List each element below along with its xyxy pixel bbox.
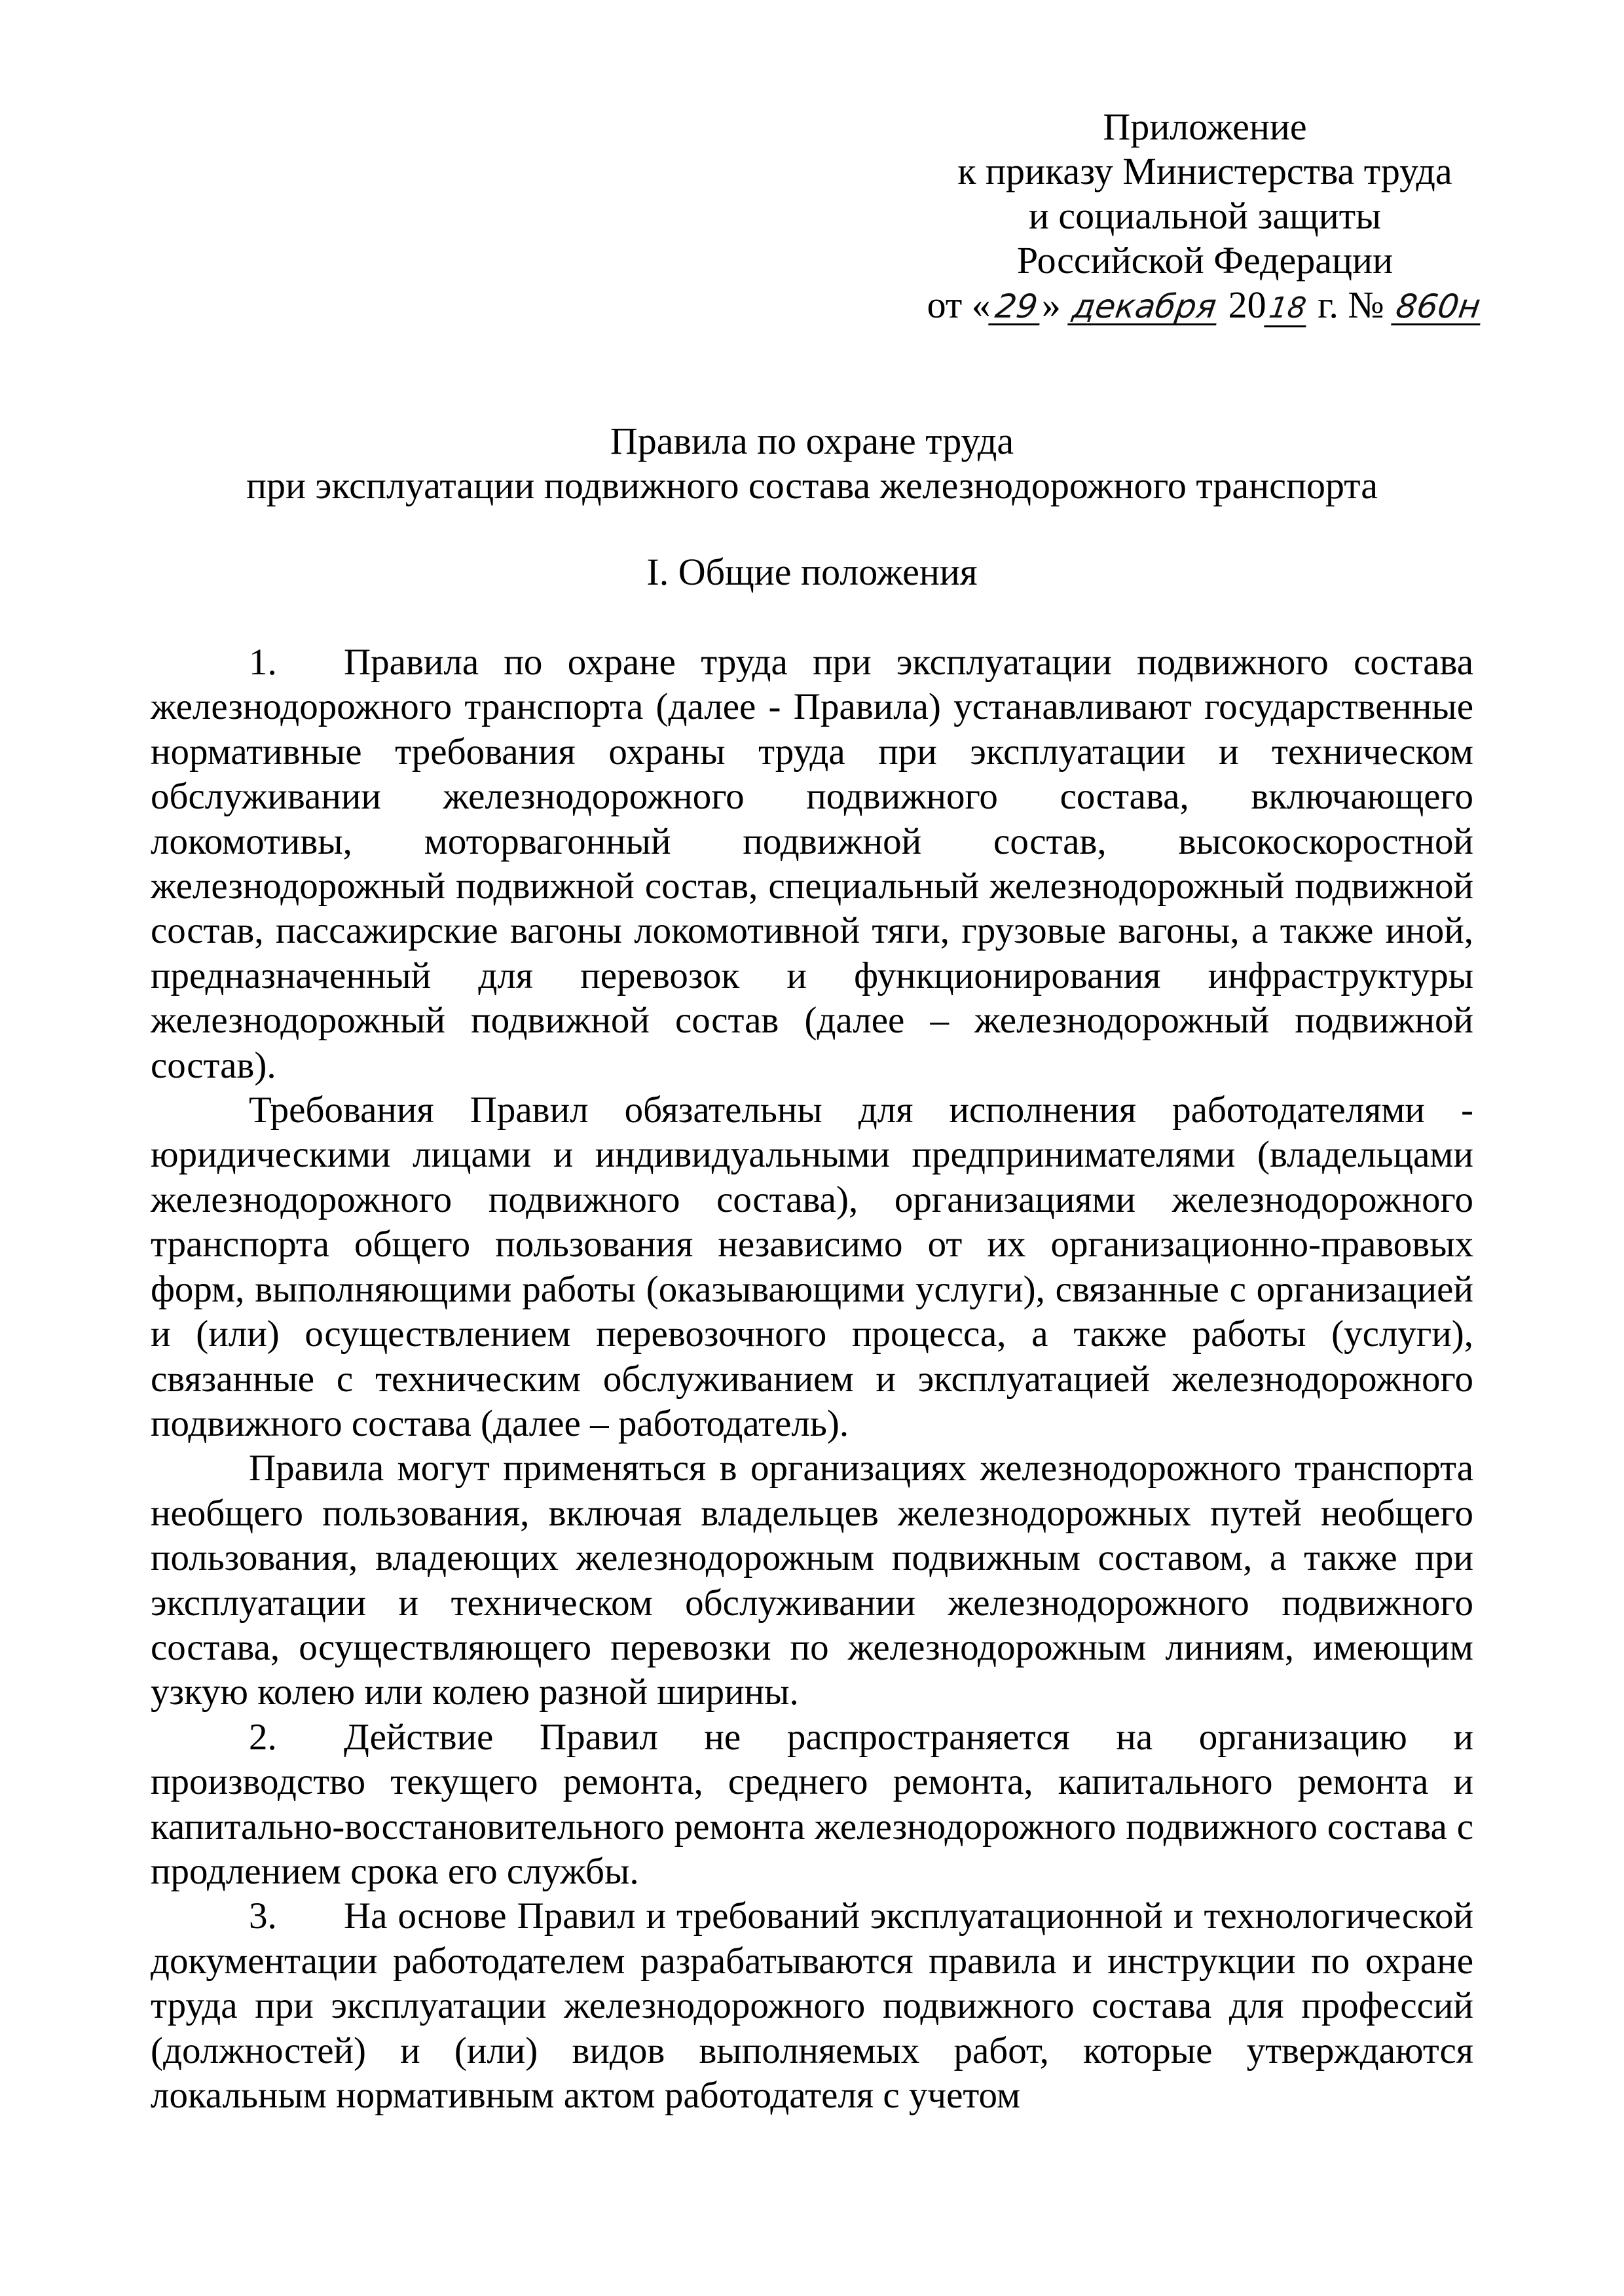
paragraph-3 — [151, 1894, 1473, 2118]
date-year-unit: г. № — [1318, 283, 1384, 326]
paragraph-2 — [151, 1715, 1473, 1895]
date-prefix: от « — [927, 283, 991, 326]
appendix-header — [904, 105, 1506, 327]
appendix-ministry-line: и социальной защиты — [1028, 194, 1382, 237]
document-title — [131, 419, 1493, 508]
handwritten-year: 18 — [1264, 291, 1311, 327]
paragraph-3-text: На основе Правил и требований эксплуатационной и технологической документации работодателем разрабатываются правила и инструкции по охране труда при эксплуатации железнодорожного подвижного состава для профессий (должностей) и (или) видов выполняемых работ, которые утверждаются локальным нормативным актом работодателя с учетом — [151, 1895, 1473, 2116]
date-year-prefix: 20 — [1228, 283, 1266, 326]
paragraph-1 — [151, 640, 1473, 1088]
paragraph-1-number: 1. — [249, 642, 277, 683]
date-mid: » — [1041, 283, 1061, 326]
paragraph-1b-text: Требования Правил обязательны для исполнения работодателями - юридическими лицами и индивидуальными предпринимателями (владельцами железнодорожного подвижного состава), организациями железнодорожного транспорта общего пользования независимо от их организационно-правовых форм, выполняющими работы (оказывающими услуги), связанные с организацией и (или) осуществлением перевозочного процесса, а также работы (услуги), связанные с техническим обслуживанием и эксплуатацией железнодорожного подвижного состава (далее – работодатель). — [151, 1089, 1473, 1444]
handwritten-day: 29 — [988, 289, 1044, 325]
title-line-2: при эксплуатации подвижного состава железнодорожного транспорта — [246, 464, 1378, 507]
paragraph-2-number: 2. — [249, 1716, 277, 1758]
paragraph-1b — [151, 1088, 1473, 1446]
paragraph-1c — [151, 1446, 1473, 1715]
appendix-country-line: Российской Федерации — [1016, 239, 1393, 282]
order-date-line — [904, 283, 1506, 327]
title-line-1: Правила по охране труда — [610, 420, 1014, 462]
appendix-label: Приложение — [1103, 105, 1307, 148]
paragraph-3-number: 3. — [249, 1895, 277, 1937]
handwritten-order-number: 860н — [1391, 289, 1485, 325]
appendix-order-line: к приказу Министерства труда — [957, 150, 1452, 192]
document-body — [151, 640, 1473, 2118]
paragraph-1c-text: Правила могут применяться в организациях железнодорожного транспорта необщего пользования, включая владельцев железнодорожных путей необщего пользования, владеющих железнодорожным подвижным составом, а также при эксплуатации и техническом обслуживании железнодорожного подвижного состава, осуществляющего перевозки по железнодорожным линиям, имеющим узкую колею или колею разной ширины. — [151, 1448, 1473, 1713]
section-heading: I. Общие положения — [646, 551, 978, 593]
paragraph-2-text: Действие Правил не распространяется на организацию и производство текущего ремонта, среднего ремонта, капитального ремонта и капитально-восстановительного ремонта железнодорожного подвижного состава с продлением срока его службы. — [151, 1716, 1473, 1892]
paragraph-1-text: Правила по охране труда при эксплуатации подвижного состава железнодорожного транспорта (далее - Правила) устанавливают государственные нормативные требования охраны труда при эксплуатации и техническом обслуживании железнодорожного подвижного состава, включающего локомотивы, моторвагонный подвижной состав, высокоскоростной железнодорожный подвижной состав, специальный железнодорожный подвижной состав, пассажирские вагоны локомотивной тяги, грузовые вагоны, а также иной, предназначенный для перевозок и функционирования инфраструктуры железнодорожный подвижной состав (далее – железнодорожный подвижной состав). — [151, 642, 1473, 1086]
handwritten-month: декабря — [1067, 289, 1221, 325]
